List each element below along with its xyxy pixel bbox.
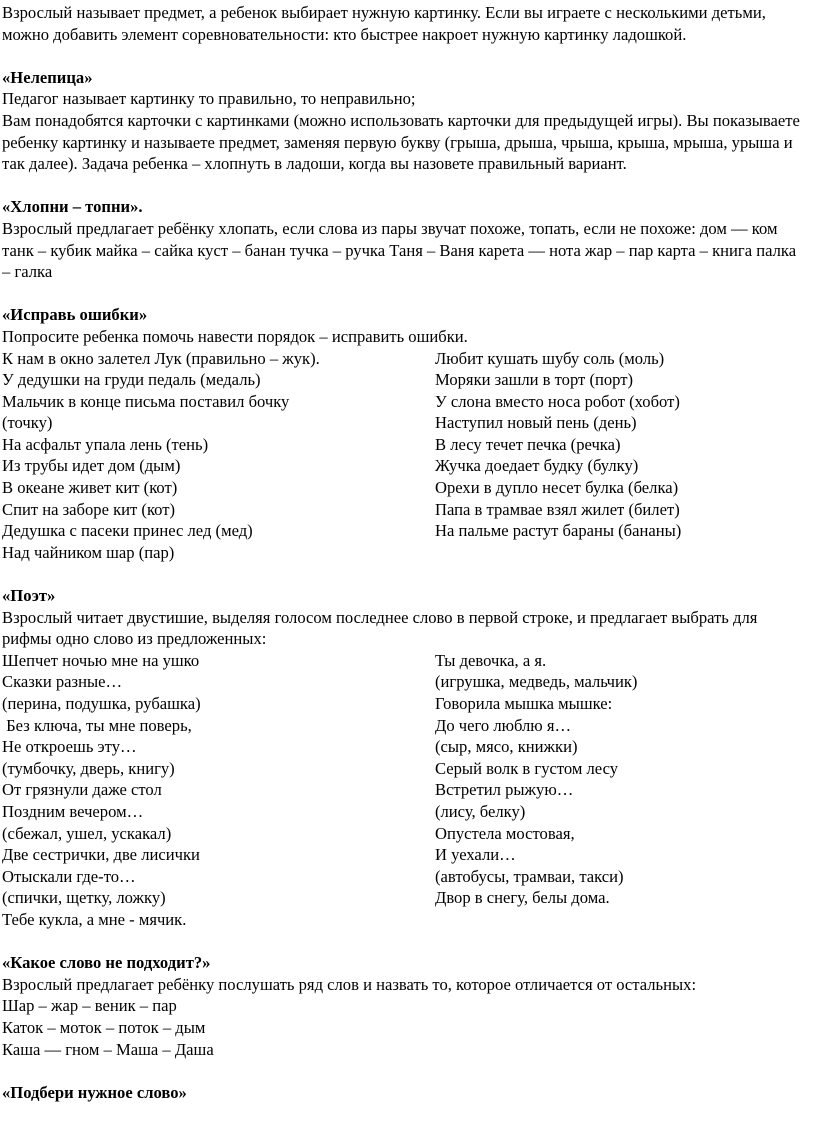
list-item: Моряки зашли в торт (порт) (435, 370, 634, 390)
list-item: (тумбочку, дверь, книгу) (2, 758, 175, 778)
list-item: Из трубы идет дом (дым) (2, 456, 181, 476)
spacer (2, 45, 806, 67)
list-item: (спички, щетку, ложку) (2, 888, 166, 908)
list-item: Серый волк в густом лесу (435, 758, 619, 778)
two-column-list (2, 348, 806, 564)
list-item: До чего люблю я… (435, 715, 572, 735)
spacer (2, 1060, 806, 1082)
list-item: Мальчик в конце письма поставил бочку (2, 391, 290, 411)
list-item: Спит на заборе кит (кот) (2, 499, 176, 519)
list-item: Поздним вечером… (2, 801, 144, 821)
list-item: Наступил новый пень (день) (435, 413, 637, 433)
right-column (435, 650, 806, 931)
list-item: Двор в снегу, белы дома. (435, 888, 610, 908)
list-item: Орехи в дупло несет булка (белка) (435, 478, 679, 498)
list-item: К нам в окно залетел Лук (правильно – жук). (2, 348, 320, 368)
section-title-khlopni-topni: «Хлопни – топни». (2, 197, 143, 217)
list-item: Без ключа, ты мне поверь, (2, 715, 192, 735)
list-item: Над чайником шар (пар) (2, 542, 175, 562)
spacer (2, 563, 806, 585)
section-title-poet: «Поэт» (2, 586, 56, 606)
list-item: Дедушка с пасеки принес лед (мед) (2, 521, 253, 541)
intro-paragraph: Взрослый называет предмет, а ребенок выбирает нужную картинку. Если вы играете с несколькими детьми, можно добавить элемент соревновательности: кто быстрее накроет нужную картинку ладошкой. (2, 3, 766, 44)
list-item: Шепчет ночью мне на ушко (2, 650, 200, 670)
section-intro: Взрослый читает двустишие, выделяя голосом последнее слово в первой строке, и предлагает выбрать для рифмы одно слово из предложенных: (2, 607, 758, 649)
list-item: Не откроешь эту… (2, 737, 137, 757)
spacer (2, 283, 806, 305)
list-item: (игрушка, медведь, мальчик) (435, 672, 638, 692)
list-item: В лесу течет печка (речка) (435, 434, 621, 454)
list-item: (точку) (2, 413, 53, 433)
list-item: (перина, подушка, рубашка) (2, 694, 201, 713)
spacer (2, 175, 806, 197)
list-item: На асфальт упала лень (тень) (2, 434, 209, 454)
list-item: У дедушки на груди педаль (медаль) (2, 370, 261, 390)
list-item: Опустела мостовая, (435, 823, 575, 843)
right-column (435, 348, 806, 564)
section-paragraph: Взрослый предлагает ребёнку хлопать, если слова из пары звучат похоже, топать, если не похоже: дом — ком танк – кубик майка – сайка куст – банан тучка – ручка Таня – Ваня карета — нота жар – пар карта – книга палка – галка (2, 218, 797, 282)
section-paragraph: Вам понадобятся карточки с картинками (можно использовать карточки для предыдущей игры). Вы показываете ребенку картинку и называете предмет, заменяя первую букву (грыша, дрыша, чрыша, крыша, мрыша, урыша и так далее). Задача ребенка – хлопнуть в ладоши, когда вы назовете правильный вариант. (2, 110, 800, 174)
list-item: Ты девочка, а я. (435, 650, 547, 670)
list-item: Любит кушать шубу соль (моль) (435, 348, 665, 368)
list-item: (автобусы, трамваи, такси) (435, 866, 624, 886)
section-intro: Попросите ребенка помочь навести порядок – исправить ошибки. (2, 326, 468, 346)
section-title-kakoe-slovo: «Какое слово не подходит?» (2, 953, 211, 973)
section-paragraph: Каток – моток – поток – дым (2, 1017, 206, 1037)
list-item: Тебе кукла, а мне - мячик. (2, 909, 187, 929)
section-paragraph: Шар – жар – веник – пар (2, 996, 177, 1016)
spacer (2, 931, 806, 953)
list-item: Сказки разные… (2, 672, 123, 692)
list-item: Отыскали где-то… (2, 866, 136, 886)
list-item: Папа в трамвае взял жилет (билет) (435, 499, 680, 519)
list-item: Жучка доедает будку (булку) (435, 456, 639, 476)
list-item: Говорила мышка мышке: (435, 694, 613, 713)
list-item: На пальме растут бараны (бананы) (435, 521, 682, 541)
list-item: (сбежал, ушел, ускакал) (2, 823, 172, 843)
list-item: (лису, белку) (435, 801, 526, 821)
left-column (2, 348, 435, 564)
list-item: В океане живет кит (кот) (2, 478, 178, 498)
two-column-list (2, 650, 806, 931)
section-title-nelepitsa: «Нелепица» (2, 67, 93, 87)
section-paragraph: Педагог называет картинку то правильно, то неправильно; (2, 89, 416, 109)
section-title-podberi-slovo: «Подбери нужное слово» (2, 1082, 187, 1102)
list-item: От грязнули даже стол (2, 780, 162, 800)
list-item: И уехали… (435, 845, 516, 865)
list-item: Две сестрички, две лисички (2, 845, 200, 865)
left-column (2, 650, 435, 931)
section-paragraph: Каша — гном – Маша – Даша (2, 1039, 214, 1059)
section-title-isprav-oshibki: «Исправь ошибки» (2, 305, 148, 325)
list-item: У слона вместо носа робот (хобот) (435, 391, 680, 411)
list-item: Встретил рыжую… (435, 780, 574, 800)
list-item: (сыр, мясо, книжки) (435, 737, 578, 757)
section-paragraph: Взрослый предлагает ребёнку послушать ряд слов и назвать то, которое отличается от остальных: (2, 974, 697, 994)
